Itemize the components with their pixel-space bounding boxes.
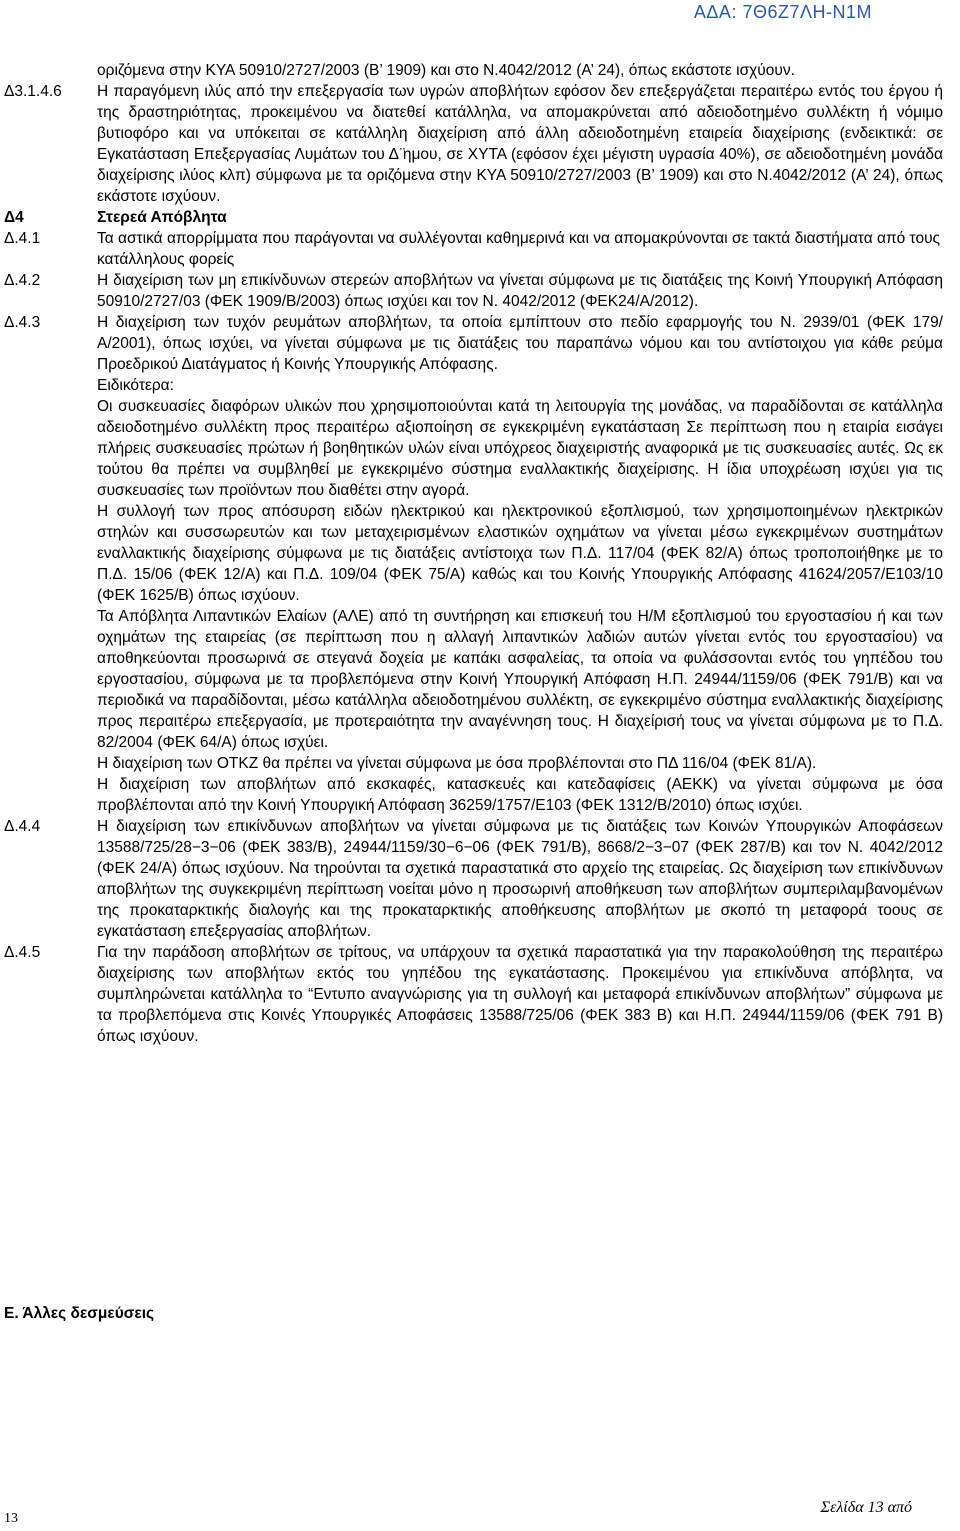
item-text: Η διαχείριση των επικίνδυνων αποβλήτων να γίνεται σύμφωνα με τις διατάξεις των Κοινών Υπουργικών Αποφάσεων 13588/725/28−3−06 (ΦΕΚ 383/Β), 24944/1159/30−6−06 (ΦΕΚ 791/Β), 8668/2−3−07 (ΦΕΚ 287/Β) και τον Ν. 4042/2012 (ΦΕΚ 24/Α) όπως ισχύουν. Να τηρούνται τα σχετικά παραστατικά στο αρχείο της εταιρείας. Ως διαχείριση των επικίνδυνων αποβλήτων της συγκεκριμένη περίπτωση νοείται μόνο η προσωρινή αποθήκευση των αποβλήτων συμπεριλαμβανομένων της προκαταρκτικής διαλογής και της προκαταρκτικής αποθήκευσης αποβλήτων με σκοπό τη μεταφορά τοους σε εγκατάσταση επεξεργασίας αποβλήτων. (97, 818, 943, 940)
paragraph: Τα Απόβλητα Λιπαντικών Ελαίων (ΑΛΕ) από τη συντήρηση και επισκευή του Η/Μ εξοπλισμού του εργοστασίου ή και των οχημάτων της εταιρείας (σε περίπτωση που η αλλαγή λιπαντικών λαδιών αυτών γίνεται εντός του εργοστασίου) να αποθηκεύονται προσωρινά σε στεγανά δοχεία με καπάκι ασφαλείας, τα οποία να φυλάσσονται εντός του γηπέδου του εργοστασίου, σύμφωνα με τα προβλεπόμενα στην Κοινή Υπουργική Απόφαση Η.Π. 24944/1159/06 (ΦΕΚ 791/Β) και να περιοδικά να παραδίδονται, μέσω κατάλληλα αδειοδοτημένου συλλέκτη, σε εγκεκριμένο σύστημα εναλλακτικής διαχείρισης προς περαιτέρω επεξεργασία, με προτεραιότητα την αναγέννηση τους. Η διαχείρισή τους να γίνεται σύμφωνα με το Π.Δ. 82/2004 (ΦΕΚ 64/Α) όπως ισχύει. (97, 608, 943, 751)
item-label: Δ.4.5 (4, 944, 41, 961)
item-label: Δ.4.4 (4, 818, 41, 835)
intro-paragraph (0, 60, 960, 81)
item-d4-2 (0, 270, 960, 312)
item-d4-1 (0, 228, 960, 270)
paragraph: Η διαχείριση των αποβλήτων από εκσκαφές, κατασκευές και κατεδαφίσεις (ΑΕΚΚ) να γίνεται σύμφωνα με όσα προβλέπονται από την Κοινή Υπουργική Απόφαση 36259/1757/Ε103 (ΦΕΚ 1312/Β/2010) όπως ισχύει. (97, 776, 943, 814)
item-d3-1-4-6 (0, 81, 960, 207)
section-title: Στερεά Απόβλητα (97, 209, 227, 226)
item-text: Η διαχείριση των μη επικίνδυνων στερεών αποβλήτων να γίνεται σύμφωνα με τις διατάξεις της Κοινή Υπουργική Απόφαση 50910/2727/03 (ΦΕΚ 1909/Β/2003) όπως ισχύει και τον Ν. 4042/2012 (ΦΕΚ24/Α/2012). (97, 272, 943, 310)
paragraph: Η συλλογή των προς απόσυρση ειδών ηλεκτρικού και ηλεκτρονικού εξοπλισμού, των χρησιμοποιημένων ηλεκτρικών στηλών και συσσωρευτών και των μεταχειρισμένων ελαστικών οχημάτων να γίνεται μέσω εγκεκριμένων συστημάτων εναλλακτικής διαχείρισης σύμφωνα με τις διατάξεις αντίστοιχα των Π.Δ. 117/04 (ΦΕΚ 82/Α) όπως τροποποιήθηκε με το Π.Δ. 15/06 (ΦΕΚ 12/Α) και Π.Δ. 109/04 (ΦΕΚ 75/Α) καθώς και του Κοινής Υπουργικής Απόφασης 41624/2057/Ε103/10 (ΦΕΚ 1625/Β) όπως ισχύουν. (97, 503, 943, 604)
page-footer (821, 1499, 912, 1517)
item-label: Δ.4.3 (4, 314, 41, 331)
page-word: Σελίδα 13 από (820, 1499, 912, 1516)
item-text: Η παραγόμενη ιλύς από την επεξεργασία των υγρών αποβλήτων εφόσον δεν επεξεργάζεται περαιτέρω εντός του έργου ή της δραστηριότητας, προκειμένου να διατεθεί κατάλληλα, να απομακρύνεται από αδειοδοτημένο συλλέκτη ή νόμιμο βυτιοφόρο και να υπόκειται σε κατάλληλη διαχείριση από άλλη αδειοδοτημένη εταιρεία διαχείρισης (ενδεικτικά: σε Εγκατάσταση Επεξεργασίας Λυμάτων του Δ ̈ημου, σε ΧΥΤΑ (εφόσον έχει μέγιστη υγρασία 40%), σε αδειοδοτημένη μονάδα διαχείρισης ιλύος κλπ) σύμφωνα με τα οριζόμενα στην ΚΥΑ 50910/2727/2003 (Β’ 1909) και στο Ν.4042/2012 (Α’ 24), όπως εκάστοτε ισχύουν. (97, 83, 943, 205)
item-d4-3 (0, 312, 960, 816)
section-label: Δ4 (4, 209, 24, 226)
item-text: Τα αστικά απορρίμματα που παράγονται να συλλέγονται καθημερινά και να απομακρύνονται σε τακτά διαστήματα από τους κατάλληλους φορείς (97, 230, 941, 268)
paragraph: Οι συσκευασίες διαφόρων υλικών που χρησιμοποιούνται κατά τη λειτουργία της μονάδας, να παραδίδονται σε κατάλληλα αδειοδοτημένο συλλέκτη προς περαιτέρω αξιοποίηση σε εγκεκριμένη εγκατάσταση Σε περίπτωση που η εταιρία εισάγει πλήρεις συσκευασίες πρώτων ή βοηθητικών υλών είναι υπόχρεος διαχειριστής αναφορικά με τις συσκευασίες αυτές. Ως εκ τούτου θα πρέπει να συμβληθεί με εγκεκριμένο σύστημα εναλλακτικής διαχείρισης. Η ίδια υποχρέωση ισχύει για τις συσκευασίες των προϊόντων που διαθέτει στην αγορά. (97, 398, 943, 499)
section-e-heading: Ε. Άλλες δεσμεύσεις (4, 1305, 155, 1322)
ada-code: ΑΔΑ: 7Θ6Ζ7ΛΗ-Ν1Μ (693, 2, 872, 22)
section-d4-heading (0, 207, 960, 228)
paragraph: Η διαχείριση των τυχόν ρευμάτων αποβλήτων, τα οποία εμπίπτουν στο πεδίο εφαρμογής του Ν. 2939/01 (ΦΕΚ 179/Α/2001), όπως ισχύει, να γίνεται σύμφωνα με τις διατάξεις του παραπάνω νόμου και του αντίστοιχου για κάθε ρεύμα Προεδρικού Διατάγματος ή Κοινής Υπουργικής Απόφασης. (97, 314, 943, 373)
page-number: 13 (4, 1511, 18, 1526)
item-text-block (97, 312, 943, 816)
item-label: Δ.4.1 (4, 230, 41, 247)
paragraph: Η διαχείριση των ΟΤΚΖ θα πρέπει να γίνεται σύμφωνα με όσα προβλέπονται στο ΠΔ 116/04 (ΦΕΚ 81/Α). (97, 755, 817, 772)
intro-text: οριζόμενα στην ΚΥΑ 50910/2727/2003 (Β’ 1909) και στο Ν.4042/2012 (Α’ 24), όπως εκάστοτε ισχύουν. (97, 62, 795, 79)
item-d4-5 (0, 942, 960, 1047)
paragraph: Ειδικότερα: (97, 377, 174, 394)
item-label: Δ.4.2 (4, 272, 41, 289)
item-d4-4 (0, 816, 960, 942)
item-text: Για την παράδοση αποβλήτων σε τρίτους, να υπάρχουν τα σχετικά παραστατικά για την παρακολούθηση της περαιτέρω διαχείρισης των αποβλήτων εκτός του γηπέδου της εγκατάστασης. Προκειμένου για επικίνδυνα απόβλητα, να συμπληρώνεται κατάλληλα το “Εντυπο αναγνώρισης για τη συλλογή και μεταφορά επικίνδυνων αποβλήτων” σύμφωνα με τα προβλεπόμενα στις Κοινές Υπουργικές Αποφάσεις 13588/725/06 (ΦΕΚ 383 Β) και Η.Π. 24944/1159/06 (ΦΕΚ 791 Β) όπως ισχύουν. (97, 944, 943, 1045)
document-body (0, 60, 960, 1047)
item-label: Δ3.1.4.6 (4, 83, 62, 100)
